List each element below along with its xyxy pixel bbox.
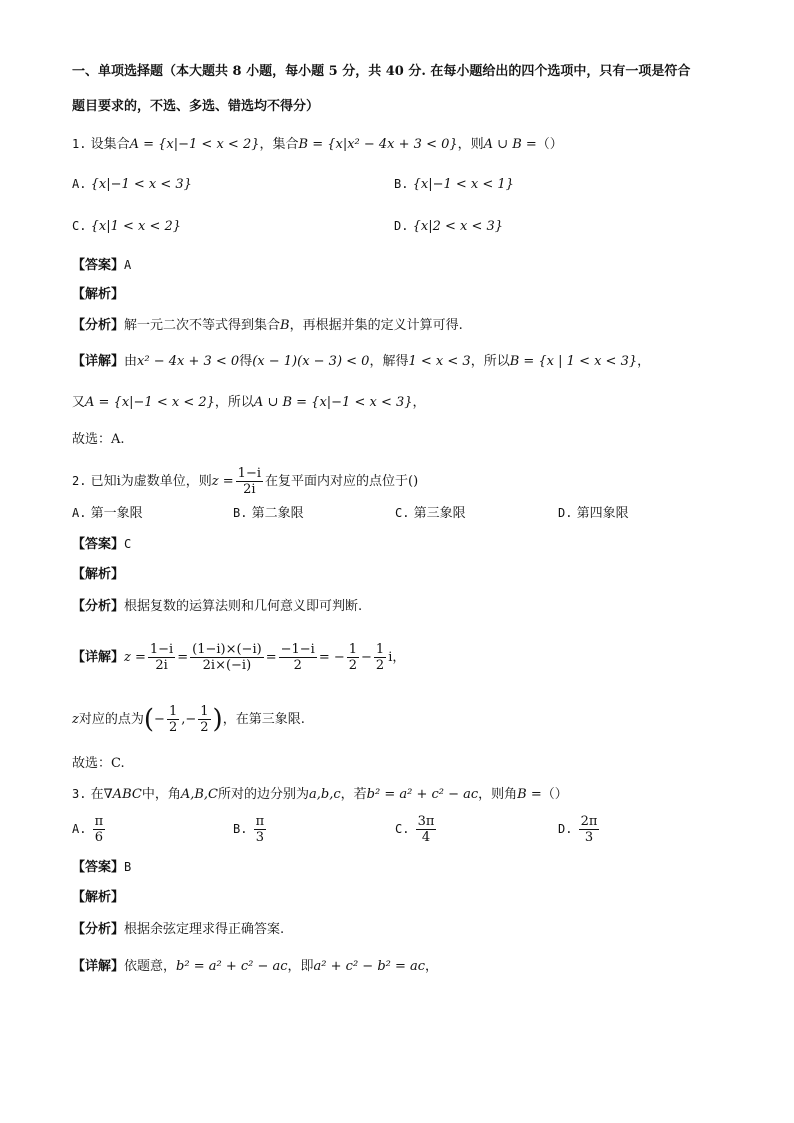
q2-analysis <box>72 565 124 585</box>
q1-option-a-text: {x|−1 < x < 3} <box>90 177 192 192</box>
q1-detail2-c: ， <box>412 395 426 410</box>
q1-answer-value: A <box>124 258 132 272</box>
q1-stem-c: ，则 <box>457 137 484 152</box>
q2-point-frac1-num: 1 <box>168 704 178 719</box>
q2-conclusion: 故选：C. <box>72 756 125 771</box>
q1-detail1-c: ，解得 <box>369 354 409 369</box>
q3-detail <box>72 957 438 977</box>
q3-option-b-den: 3 <box>255 830 264 845</box>
q2-point-frac1 <box>167 704 179 735</box>
q3-option-d <box>558 814 601 845</box>
q3-option-b-num: π <box>255 814 265 829</box>
q2-option-d <box>558 503 629 524</box>
q1-detail2-set-a: A = {x|−1 < x < 2} <box>85 395 215 410</box>
q3-option-b <box>233 814 268 845</box>
q3-stem-c: 所对的边分别为 <box>218 787 310 802</box>
q2-detail-frac3-num: −1−i <box>280 642 315 657</box>
q2-detail-i: i <box>388 650 393 665</box>
q2-detail-frac4 <box>347 642 359 673</box>
q3-fenxi-text: 根据余弦定理求得正确答案. <box>124 922 285 937</box>
q3-fenxi <box>72 920 284 940</box>
q1-detail-line1 <box>72 352 650 372</box>
q1-option-d-label: D. <box>394 219 409 233</box>
q2-detail-frac1-num: 1−i <box>149 642 174 657</box>
q2-point-frac2-den: 2 <box>200 720 209 735</box>
q1-detail1-ineq: x² − 4x + 3 < 0 <box>137 354 240 369</box>
q2-frac-num: 1−i <box>237 466 261 481</box>
q2-z-eq: z = <box>211 474 234 489</box>
q2-detail-eq2: = <box>265 650 277 665</box>
q2-i-unit: i <box>116 474 121 489</box>
q1-detail1-fact: (x − 1)(x − 3) < 0 <box>252 354 370 369</box>
q1-detail-line2 <box>72 393 426 413</box>
q2-answer-value: C <box>124 537 132 551</box>
q2-detail-frac5-den: 2 <box>375 658 385 673</box>
q2-detail-frac3-den: 2 <box>293 658 302 673</box>
q2-point-z: z <box>72 712 79 727</box>
q2-detail-line2 <box>72 704 305 735</box>
q3-option-a <box>72 814 107 845</box>
q3-number: 3. <box>72 787 87 801</box>
q3-option-a-frac <box>93 814 106 845</box>
q3-ask: B = <box>517 787 542 802</box>
q3-analysis <box>72 888 124 908</box>
q3-option-b-frac <box>254 814 267 845</box>
q2-detail-frac4-den: 2 <box>348 658 358 673</box>
q1-stem-b: ，集合 <box>259 137 299 152</box>
q1-option-c <box>72 216 181 237</box>
q2-option-b-label: B. <box>233 506 248 520</box>
q2-detail-frac5 <box>374 642 386 673</box>
q2-detail-eq3: = − <box>318 650 345 665</box>
q3-option-d-num: 2π <box>580 814 598 829</box>
q3-stem-e: ，则角 <box>478 787 518 802</box>
q1-fenxi-tag: 【分析】 <box>72 318 125 333</box>
q3-option-c-label: C. <box>395 822 410 836</box>
q1-detail2-a: 又 <box>72 395 86 410</box>
q2-point-frac2-num: 1 <box>200 704 209 719</box>
q2-detail-frac5-num: 1 <box>375 642 385 657</box>
q1-set-a: A = {x|−1 < x < 2} <box>129 137 260 152</box>
q3-stem-a: 在 <box>90 787 104 802</box>
q1-option-a <box>72 174 192 195</box>
q2-option-c <box>395 503 466 524</box>
q2-detail-frac2-num: (1−i)×(−i) <box>192 642 262 657</box>
q3-detail-eq2: a² + c² − b² = ac <box>313 959 426 974</box>
q1-option-b <box>394 174 514 195</box>
q2-point-sep: ,− <box>181 712 197 727</box>
q2-fenxi <box>72 597 362 617</box>
q1-option-d-text: {x|2 < x < 3} <box>412 219 504 234</box>
q1-fenxi-text2: ，再根据并集的定义计算可得. <box>289 318 463 333</box>
q2-option-d-text: 第四象限 <box>576 506 629 521</box>
q2-option-d-label: D. <box>558 506 573 520</box>
q2-option-a-label: A. <box>72 506 87 520</box>
q3-option-d-den: 3 <box>584 830 594 845</box>
q3-detail-tag: 【详解】 <box>72 959 125 974</box>
q1-detail1-e: ， <box>637 354 651 369</box>
q2-detail-tag: 【详解】 <box>72 650 125 665</box>
q1-blank: （） <box>536 137 563 152</box>
q2-stem <box>72 466 418 497</box>
q3-option-d-frac <box>579 814 600 845</box>
q1-option-d <box>394 216 503 237</box>
q3-option-a-num: π <box>94 814 104 829</box>
q2-point-text: 对应的点为 <box>78 712 144 727</box>
section-title-line1: 一、单项选择题（本大题共 8 小题，每小题 5 分，共 40 分. 在每小题给出的四个选项中，只有一项是符合 <box>72 64 691 79</box>
q2-detail-frac2 <box>190 642 264 673</box>
q1-detail1-a: 由 <box>124 354 138 369</box>
section-title-line2: 题目要求的，不选、多选、错选均不得分） <box>72 99 320 114</box>
q2-fenxi-tag: 【分析】 <box>72 599 125 614</box>
q1-option-c-text: {x|1 < x < 2} <box>90 219 182 234</box>
q3-fenxi-tag: 【分析】 <box>72 922 125 937</box>
q2-point-frac2 <box>198 704 210 735</box>
q3-triangle: ∇ABC <box>103 787 142 802</box>
q2-point-minus: − <box>154 712 165 727</box>
q2-analysis-tag: 【解析】 <box>72 567 125 582</box>
q2-frac-den: 2i <box>243 482 256 497</box>
q2-detail-comma: ， <box>392 650 406 665</box>
q1-set-b: B = {x|x² − 4x + 3 < 0} <box>298 137 458 152</box>
q2-fraction <box>236 466 263 497</box>
q2-detail-z: z = <box>124 650 146 665</box>
q3-detail-eq1: b² = a² + c² − ac <box>176 959 288 974</box>
q3-sides: a,b,c <box>309 787 341 802</box>
q1-option-b-text: {x|−1 < x < 1} <box>412 177 514 192</box>
q3-answer-tag: 【答案】 <box>72 860 125 875</box>
q3-answer <box>72 857 131 878</box>
q2-detail-line1 <box>72 642 405 673</box>
q2-option-b <box>233 503 304 524</box>
q3-stem-d: ，若 <box>340 787 367 802</box>
q2-point-paren-right: ) <box>212 704 223 735</box>
q2-option-c-text: 第三象限 <box>413 506 466 521</box>
q1-fenxi-text: 解一元二次不等式得到集合 <box>124 318 281 333</box>
q3-option-c <box>395 814 438 845</box>
q1-answer <box>72 255 131 276</box>
q1-fenxi <box>72 316 463 336</box>
q2-stem-b: 为虚数单位，则 <box>120 474 212 489</box>
q3-option-c-frac <box>416 814 437 845</box>
q3-analysis-tag: 【解析】 <box>72 890 125 905</box>
q3-stem-b: 中，角 <box>141 787 181 802</box>
q1-option-c-label: C. <box>72 219 87 233</box>
q2-stem-c: 在复平面内对应的点位于() <box>265 474 419 489</box>
q2-stem-a: 已知 <box>90 474 117 489</box>
q2-option-a-text: 第一象限 <box>90 506 143 521</box>
q3-condition: b² = a² + c² − ac <box>366 787 479 802</box>
q1-number: 1. <box>72 137 87 151</box>
q3-stem <box>72 784 568 805</box>
q1-option-b-label: B. <box>394 177 409 191</box>
q1-detail1-d: ，所以 <box>470 354 510 369</box>
q2-detail-eq1: = <box>177 650 189 665</box>
q2-detail-frac1-den: 2i <box>155 658 168 673</box>
q2-answer-tag: 【答案】 <box>72 537 125 552</box>
q3-angles: A,B,C <box>180 787 218 802</box>
q1-detail-tag: 【详解】 <box>72 354 125 369</box>
q2-point-quadrant: ，在第三象限. <box>222 712 305 727</box>
q1-analysis <box>72 285 124 305</box>
q1-option-a-label: A. <box>72 177 87 191</box>
q1-conclusion: 故选：A. <box>72 432 125 447</box>
q1-answer-tag: 【答案】 <box>72 258 125 273</box>
q2-fenxi-text: 根据复数的运算法则和几何意义即可判断. <box>124 599 363 614</box>
q3-detail-a: 依题意， <box>124 959 177 974</box>
q2-detail-frac3 <box>279 642 317 673</box>
q3-detail-b: ，即 <box>287 959 314 974</box>
q3-option-c-num: 3π <box>417 814 435 829</box>
q3-option-d-label: D. <box>558 822 573 836</box>
q1-stem <box>72 134 563 155</box>
q3-detail-c: ， <box>425 959 439 974</box>
q1-analysis-tag: 【解析】 <box>72 287 125 302</box>
q1-detail2-b: ，所以 <box>214 395 254 410</box>
q1-detail1-sol: 1 < x < 3 <box>408 354 471 369</box>
q1-detail1-b: 得 <box>239 354 253 369</box>
q1-detail2-union: A ∪ B = {x|−1 < x < 3} <box>253 395 413 410</box>
q2-detail-minus: − <box>361 650 372 665</box>
q1-stem-a: 设集合 <box>90 137 130 152</box>
q2-point-frac1-den: 2 <box>168 720 178 735</box>
q1-detail1-set: B = {x | 1 < x < 3} <box>509 354 638 369</box>
q3-answer-value: B <box>124 860 132 874</box>
q2-answer <box>72 534 131 555</box>
q1-fenxi-var: B <box>280 318 290 333</box>
q2-detail-frac2-den: 2i×(−i) <box>202 658 252 673</box>
q2-point-paren-left: ( <box>143 704 155 735</box>
q3-option-c-den: 4 <box>421 830 431 845</box>
q3-option-a-label: A. <box>72 822 87 836</box>
q2-detail-frac4-num: 1 <box>348 642 358 657</box>
q3-blank: （） <box>541 787 568 802</box>
q3-option-a-den: 6 <box>94 830 103 845</box>
q3-option-b-label: B. <box>233 822 248 836</box>
q2-detail-frac1 <box>148 642 175 673</box>
q1-ask: A ∪ B = <box>483 137 537 152</box>
q2-option-b-text: 第二象限 <box>251 506 304 521</box>
q2-option-a <box>72 503 143 524</box>
q2-option-c-label: C. <box>395 506 410 520</box>
q2-number: 2. <box>72 474 87 488</box>
